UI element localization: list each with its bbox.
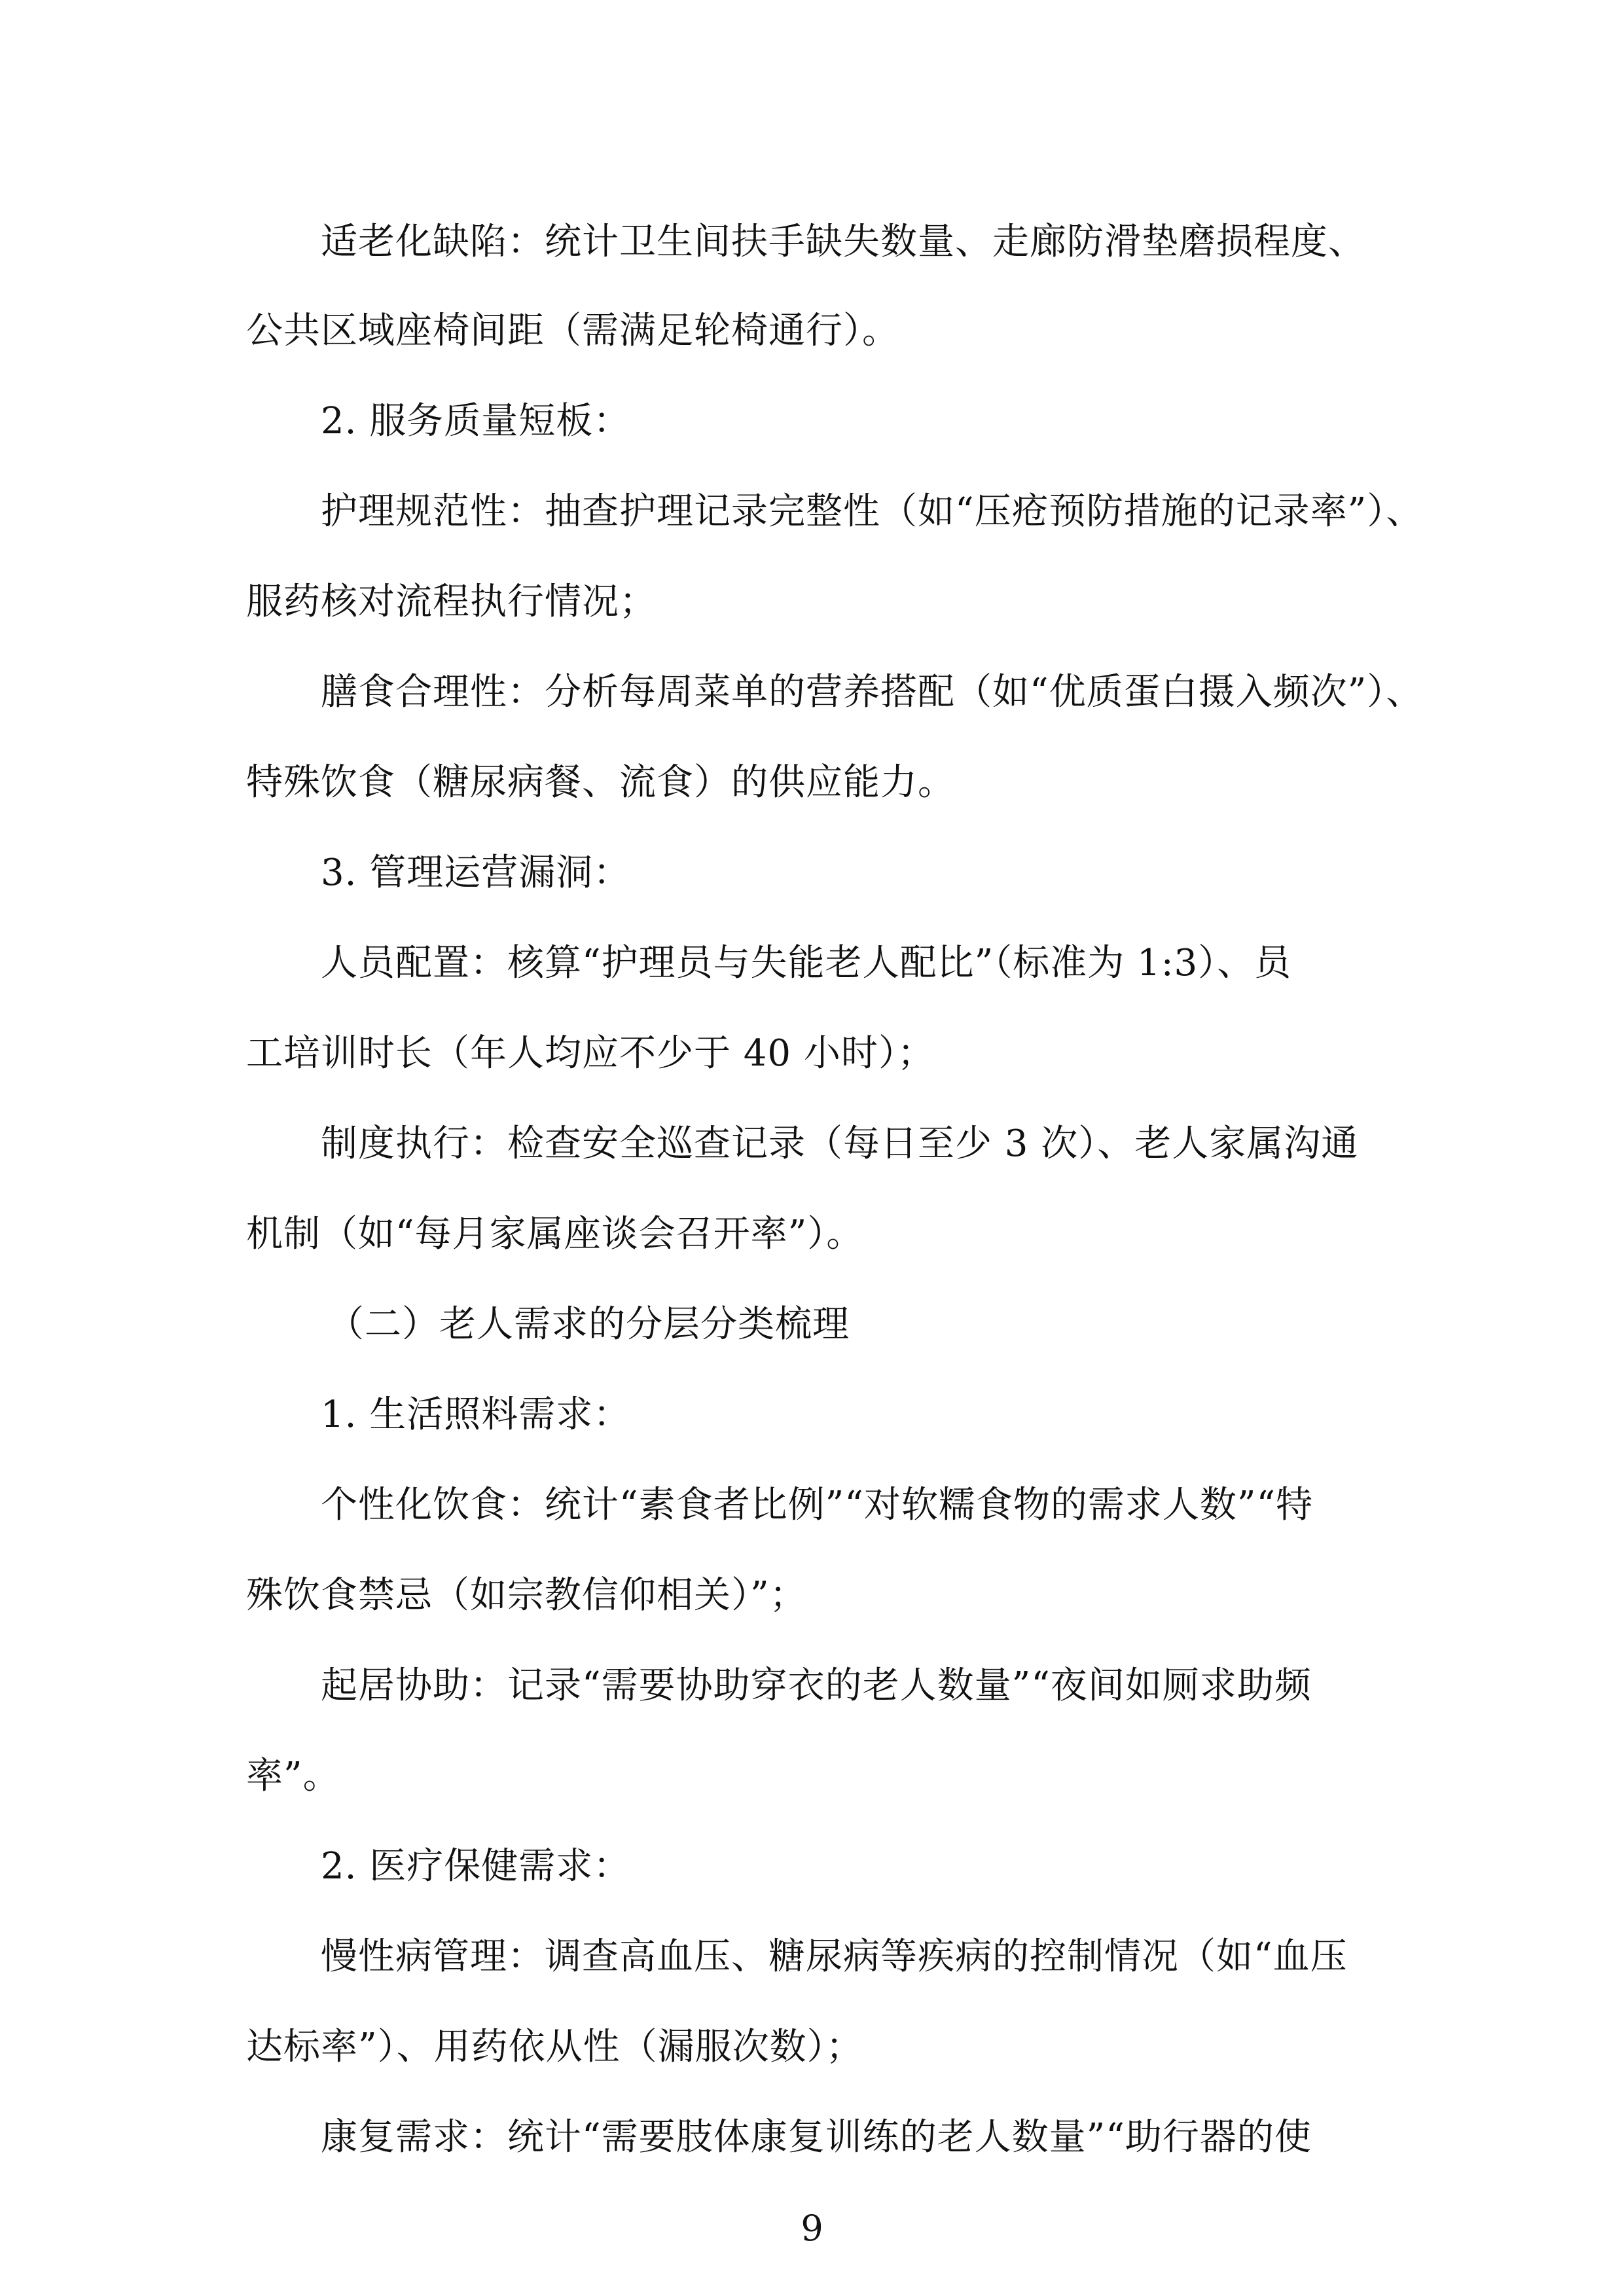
body-text-line: 人员配置：核算“护理员与失能老人配比”（标准为 1:3）、员 <box>321 942 1292 984</box>
body-text-line: 殊饮食禁忌（如宗教信仰相关）”； <box>246 1574 807 1617</box>
body-text-line: 康复需求：统计“需要肢体康复训练的老人数量”“助行器的使 <box>321 2116 1312 2159</box>
section-heading: 2. 服务质量短板： <box>321 400 631 442</box>
body-text-line: 起居协助：记录“需要协助穿衣的老人数量”“夜间如厕求助频 <box>321 1664 1312 1707</box>
section-heading: 3. 管理运营漏洞： <box>321 852 631 894</box>
body-text-line: 服药核对流程执行情况； <box>246 581 657 623</box>
body-text-line: 个性化饮食：统计“素食者比例”“对软糯食物的需求人数”“特 <box>321 1484 1314 1526</box>
body-text-line: 膳食合理性：分析每周菜单的营养搭配（如“优质蛋白摄入频次”）、 <box>321 671 1424 713</box>
page-number: 9 <box>801 2208 823 2249</box>
section-heading: 1. 生活照料需求： <box>321 1393 631 1436</box>
section-heading: 2. 医疗保健需求： <box>321 1845 631 1888</box>
body-text-line: 机制（如“每月家属座谈会召开率”）。 <box>246 1213 864 1255</box>
body-text-line: 护理规范性：抽查护理记录完整性（如“压疮预防措施的记录率”）、 <box>321 490 1424 533</box>
body-text-line: 制度执行：检查安全巡查记录（每日至少 3 次）、老人家属沟通 <box>321 1122 1359 1165</box>
body-text-line: 慢性病管理：调查高血压、糖尿病等疾病的控制情况（如“血压 <box>321 1935 1348 1978</box>
body-text-line: 公共区域座椅间距（需满足轮椅通行）。 <box>246 310 899 352</box>
body-text-line: 特殊饮食（糖尿病餐、流食）的供应能力。 <box>246 761 955 804</box>
subsection-heading: （二）老人需求的分层分类梳理 <box>327 1303 850 1346</box>
body-text-line: 率”。 <box>246 1755 340 1797</box>
body-text-line: 适老化缺陷：统计卫生间扶手缺失数量、走廊防滑垫磨损程度、 <box>321 221 1365 263</box>
body-text-line: 达标率”）、用药依从性（漏服次数）； <box>246 2026 863 2068</box>
body-text-line: 工培训时长（年人均应不少于 40 小时）； <box>246 1032 935 1075</box>
